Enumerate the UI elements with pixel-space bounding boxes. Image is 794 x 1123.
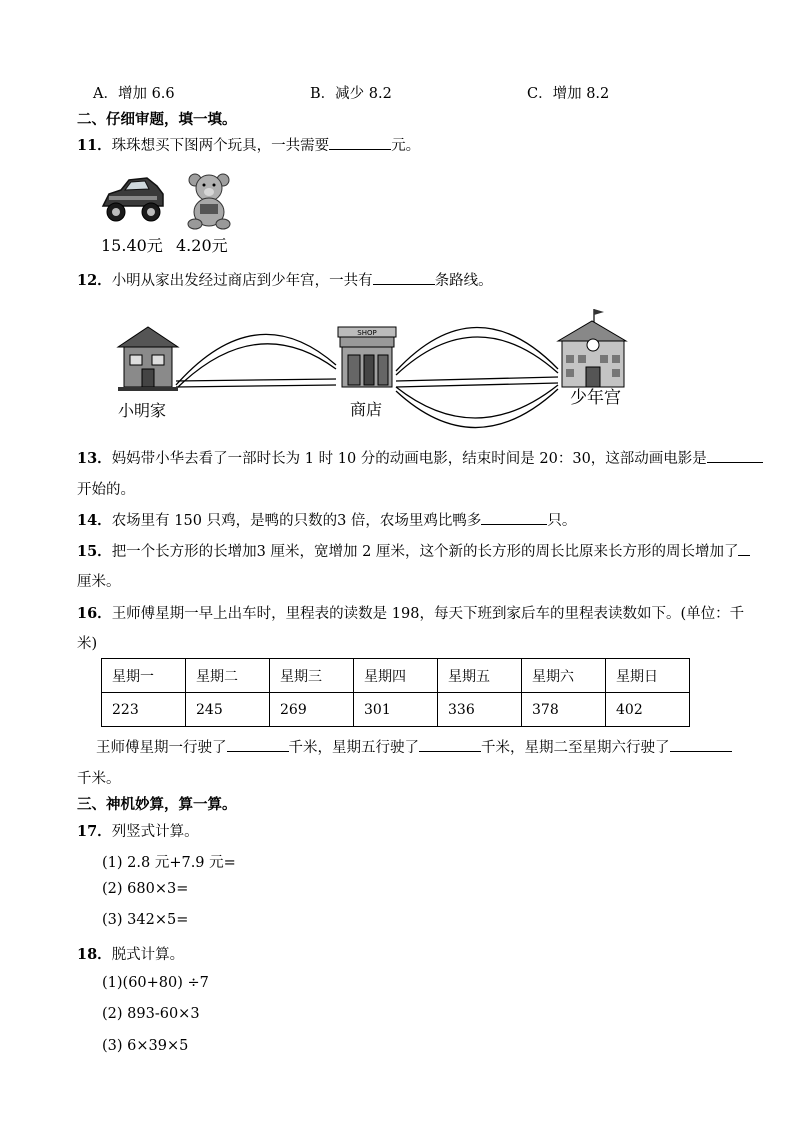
q16-blank-3[interactable] xyxy=(670,737,732,752)
q13-answer-blank[interactable] xyxy=(707,448,763,463)
q13-number: 13． xyxy=(77,450,112,467)
q10-option-a: A．增加 6.6 xyxy=(93,86,175,102)
q11-bear-price: 4.20元 xyxy=(176,236,228,255)
q16-answer-line xyxy=(96,736,732,757)
shop-sign: SHOP xyxy=(357,329,377,337)
route-shop-palace-arc-top-inner xyxy=(396,337,558,375)
q16 xyxy=(77,602,744,623)
q11-text: 珠珠想买下图两个玩具，一共需要 xyxy=(111,138,330,154)
q18-number: 18． xyxy=(77,946,112,963)
q16-blank-2[interactable] xyxy=(419,737,481,752)
q16-answer-p1: 王师傅星期一行驶了 xyxy=(96,740,227,756)
route-shop-palace-arc-top-outer xyxy=(396,327,558,371)
q12-palace-label: 少年宫 xyxy=(570,388,621,408)
table-cell-day: 星期五 xyxy=(438,659,522,693)
table-cell-reading: 402 xyxy=(606,693,690,727)
q17-item: (3) 342×5= xyxy=(102,912,189,928)
q12-text: 小明从家出发经过商店到少年宫，一共有 xyxy=(111,273,373,289)
table-row-readings xyxy=(102,693,690,727)
q13-line2: 开始的。 xyxy=(77,482,135,498)
route-home-shop-arc-inner xyxy=(176,344,336,389)
table-cell-day: 星期四 xyxy=(354,659,438,693)
table-cell-day: 星期三 xyxy=(270,659,354,693)
q10-option-c: C．增加 8.2 xyxy=(527,86,610,102)
q18-item: (1)(60+80) ÷7 xyxy=(102,975,209,991)
odometer-table xyxy=(101,658,690,727)
q13-line1: 妈妈带小华去看了一部时长为 1 时 10 分的动画电影，结束时间是 20：30，这部动画电影是 xyxy=(111,451,707,467)
q17-number: 17． xyxy=(77,823,112,840)
q12-text-after: 条路线。 xyxy=(434,273,493,289)
q16-number: 16． xyxy=(77,605,112,622)
q16-answer-p2: 千米，星期五行驶了 xyxy=(288,740,419,756)
house-icon xyxy=(118,327,178,391)
teddy-bear-icon xyxy=(183,170,235,230)
table-cell-reading: 223 xyxy=(102,693,186,727)
q14 xyxy=(77,509,576,530)
route-shop-palace-arc-bottom-outer xyxy=(396,389,558,428)
route-shop-palace-arc-bottom-inner xyxy=(396,385,558,418)
q17-item: (2) 680×3= xyxy=(102,881,189,897)
q18 xyxy=(77,943,184,964)
route-shop-palace-straight-1 xyxy=(396,377,558,381)
route-home-shop-straight-2 xyxy=(176,385,336,387)
table-cell-day: 星期一 xyxy=(102,659,186,693)
q12-shop-label: 商店 xyxy=(350,400,383,419)
table-cell-day: 星期日 xyxy=(606,659,690,693)
q11-car-price: 15.40元 xyxy=(101,236,163,255)
route-home-shop-straight-1 xyxy=(176,379,336,381)
q16-answer-line2: 千米。 xyxy=(77,771,121,787)
shop-icon xyxy=(338,327,396,387)
q14-text: 农场里有 150 只鸡，是鸭的只数的3 倍，农场里鸡比鸭多 xyxy=(111,513,482,529)
q13 xyxy=(77,447,763,468)
section3-title: 三、神机妙算，算一算。 xyxy=(77,796,237,813)
q15 xyxy=(77,540,750,561)
q15-number: 15． xyxy=(77,543,112,560)
table-cell-reading: 245 xyxy=(186,693,270,727)
route-shop-palace-straight-2 xyxy=(396,383,558,387)
q18-item: (2) 893-60×3 xyxy=(102,1006,200,1022)
q11-text-after: 元。 xyxy=(391,138,421,154)
q18-title: 脱式计算。 xyxy=(111,947,185,963)
toy-car-icon xyxy=(99,172,167,228)
q17 xyxy=(77,820,199,841)
table-row-days xyxy=(102,659,690,693)
q14-answer-blank[interactable] xyxy=(481,510,547,525)
table-cell-reading: 378 xyxy=(522,693,606,727)
youth-palace-icon xyxy=(558,309,626,387)
q12-home-label: 小明家 xyxy=(118,401,167,420)
q17-title: 列竖式计算。 xyxy=(111,824,199,840)
q10-option-b: B．减少 8.2 xyxy=(310,86,392,102)
q16-blank-1[interactable] xyxy=(227,737,289,752)
q14-text-after: 只。 xyxy=(547,513,577,529)
q12-answer-blank[interactable] xyxy=(373,270,435,285)
q15-answer-blank[interactable] xyxy=(738,541,750,556)
q14-number: 14． xyxy=(77,512,112,529)
route-home-shop-arc-outer xyxy=(176,334,336,385)
q17-item: (1) 2.8 元+7.9 元= xyxy=(102,855,236,871)
table-cell-day: 星期二 xyxy=(186,659,270,693)
q18-item: (3) 6×39×5 xyxy=(102,1038,189,1054)
table-cell-reading: 269 xyxy=(270,693,354,727)
q15-line2: 厘米。 xyxy=(77,574,121,590)
table-cell-day: 星期六 xyxy=(522,659,606,693)
q11 xyxy=(77,134,420,155)
q12 xyxy=(77,269,493,290)
section2-title: 二、仔细审题，填一填。 xyxy=(77,111,237,128)
q12-number: 12． xyxy=(77,272,112,289)
q16-answer-p3: 千米，星期二至星期六行驶了 xyxy=(481,740,670,756)
q16-line1: 王师傅星期一早上出车时，里程表的读数是 198，每天下班到家后车的里程表读数如下。(单位：千 xyxy=(111,606,745,622)
q15-line1: 把一个长方形的长增加3 厘米，宽增加 2 厘米，这个新的长方形的周长比原来长方形的周长增加了 xyxy=(111,544,739,560)
table-cell-reading: 301 xyxy=(354,693,438,727)
q11-number: 11． xyxy=(77,137,112,154)
q11-answer-blank[interactable] xyxy=(329,135,391,150)
table-cell-reading: 336 xyxy=(438,693,522,727)
q16-line2: 米) xyxy=(77,636,98,652)
